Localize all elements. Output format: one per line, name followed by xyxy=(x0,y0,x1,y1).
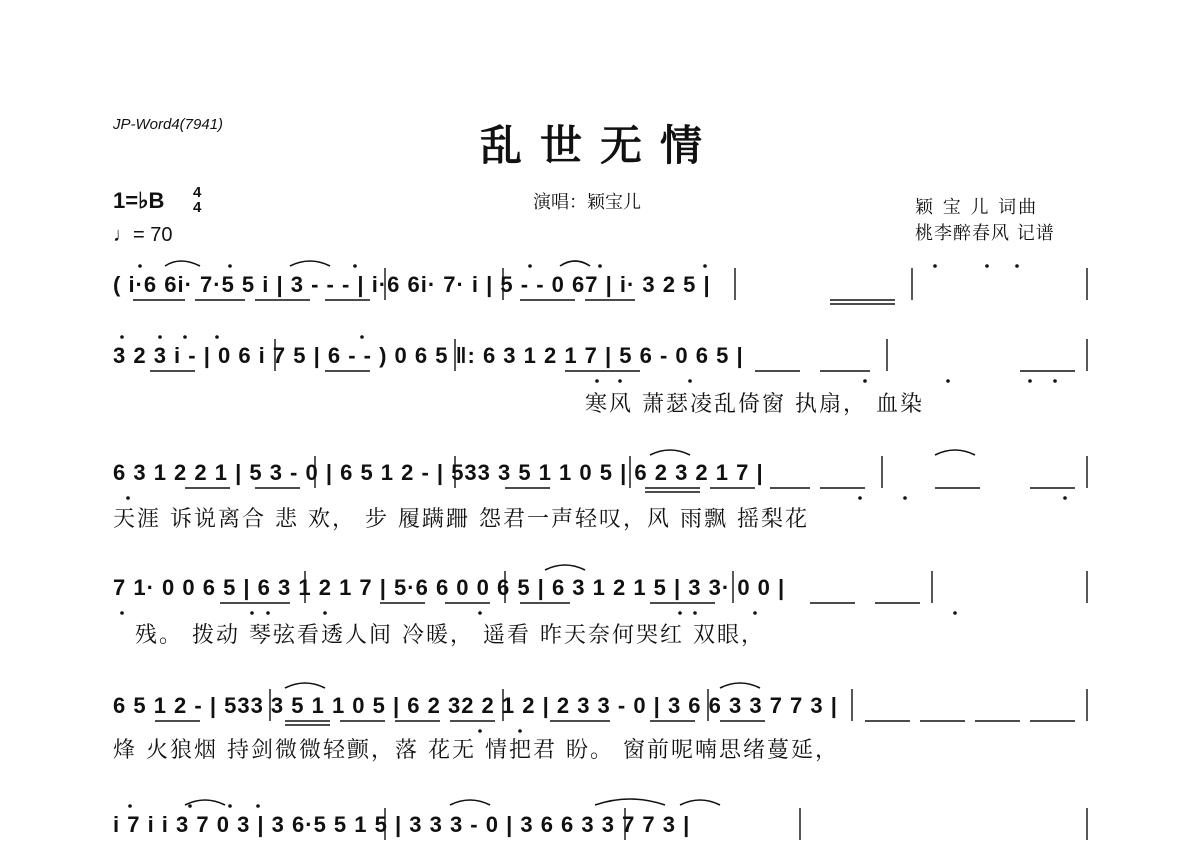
notation-line-4: 7 1· 0 0 6 5 | 6 3 1 2 1 7 | 5·6 6 0 0 6 5 | 6 3 1 2 1 5 | 3 3· 0 0 | xyxy=(113,575,786,600)
lyric-line-2: 寒风 萧瑟凌乱倚窗 执扇， 血染 xyxy=(585,392,924,417)
tempo-marking: ♩= 70 xyxy=(113,224,173,246)
notation-line-1: ( i·6 6i· 7·5 5 i | 3 - - - | i·6 6i· 7· i | 5 - - 0 67 | i· 3 2 5 | xyxy=(113,272,711,297)
transcriber-credit: 桃李醉春风 记谱 xyxy=(915,223,1055,244)
software-label: JP-Word4(7941) xyxy=(113,116,224,133)
meter-denominator: 4 xyxy=(193,199,202,216)
lyricist-credit: 颖 宝 儿 词曲 xyxy=(915,197,1039,218)
lyric-line-5: 烽 火狼烟 持剑微微轻颤，落 花无 情把君 盼。 窗前呢喃思绪蔓延， xyxy=(113,738,839,763)
notation-line-3: 6 3 1 2 2 1 | 5 3 - 0 | 6 5 1 2 - | 533 3 5 1 1 0 5 | 6 2 3 2 1 7 | xyxy=(113,460,764,485)
notation-line-6: i 7 i i 3 7 0 3 | 3 6·5 5 1 5 | 3 3 3 - 0 | 3 6 6 3 3 7 7 3 | xyxy=(113,812,691,837)
lyric-line-3: 天涯 诉说离合 悲 欢， 步 履蹒跚 怨君一声轻叹，风 雨飘 摇梨花 xyxy=(113,507,809,532)
notation-line-2: 3 2 3 i - | 0 6 i 7 5 | 6 - - ) 0 6 5 ‖: 6 3 1 2 1 7 | 5 6 - 0 6 5 | xyxy=(113,343,744,368)
meter-numerator: 4 xyxy=(193,184,202,201)
singer-credit: 演唱：颖宝儿 xyxy=(533,192,641,213)
song-title: 乱世无情 xyxy=(479,121,720,170)
lyric-line-4: 残。 拨动 琴弦看透人间 冷暖， 遥看 昨天奈何哭红 双眼， xyxy=(135,623,765,648)
notation-line-5: 6 5 1 2 - | 533 3 5 1 1 0 5 | 6 2 32 2 1 2 | 2 3 3 - 0 | 3 6 6 3 3 7 7 3 | xyxy=(113,693,838,718)
key-signature: 1=♭B xyxy=(113,188,165,213)
time-signature xyxy=(193,185,201,215)
